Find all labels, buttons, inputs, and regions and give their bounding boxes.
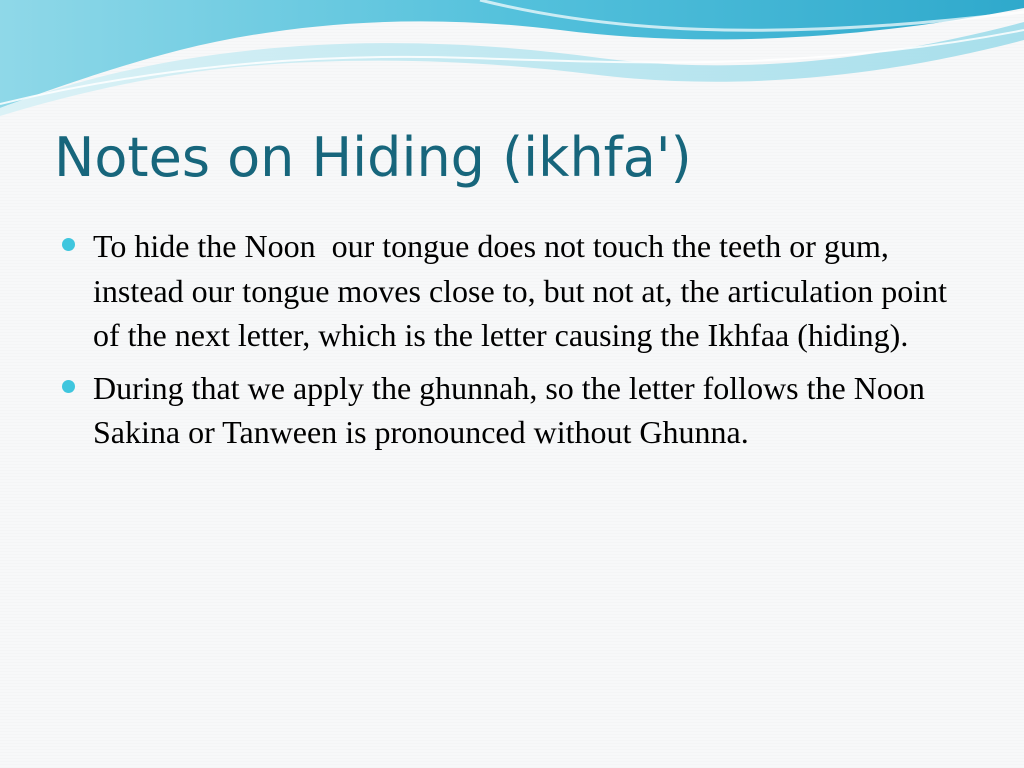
wave-header-decoration	[0, 0, 1024, 130]
bullet-text: During that we apply the ghunnah, so the letter follows the Noon Sakina or Tanween is pronounced without Ghunna.	[93, 369, 933, 450]
slide-title: Notes on Hiding (ikhfa')	[54, 126, 692, 189]
filled-circle-bullet-icon	[62, 238, 75, 251]
bullet-item	[62, 366, 962, 455]
filled-circle-bullet-icon	[62, 380, 75, 393]
bullet-list	[62, 224, 962, 463]
bullet-item	[62, 224, 962, 358]
bullet-text: To hide the Noon our tongue does not touch the teeth or gum, instead our tongue moves close to, but not at, the articulation point of the next letter, which is the letter causing the Ikhfaa (hiding).	[93, 228, 956, 353]
